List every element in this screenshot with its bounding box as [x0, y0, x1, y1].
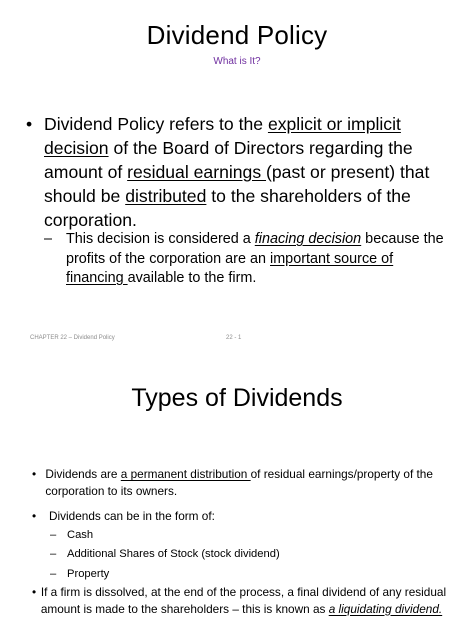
form-item-label: Property	[67, 568, 110, 580]
bullet-text	[41, 584, 462, 617]
text-run: of residual earnings/property of the corporation to its owners.	[45, 467, 433, 498]
bullet-mark: •	[26, 114, 33, 134]
slide-footer-chapter: CHAPTER 22 – Dividend Policy	[30, 335, 115, 341]
text-run: If a firm is dissolved, at the end of the process, a final dividend of any residual amount is made to the shareholders – this is known as	[40, 585, 447, 616]
text-run: This decision is considered a	[66, 231, 255, 247]
underlined-term: a permanent distribution	[120, 467, 251, 481]
text-run: Dividends are	[45, 467, 121, 481]
slide-title: Dividend Policy	[146, 20, 328, 50]
italic-term: a liquidating dividend.	[328, 601, 443, 616]
underlined-term: explicit or implicit decision	[44, 114, 401, 158]
text-run: available to the firm.	[127, 270, 257, 286]
slide-footer-page: 22 - 1	[226, 335, 242, 341]
sub-bullet-financing	[44, 230, 444, 289]
form-item	[50, 566, 430, 582]
bullet-text: Dividends can be in the form of:	[49, 509, 215, 523]
bullet-definition	[26, 112, 452, 232]
text-run: of the Board of Directors regarding the amount of	[44, 138, 413, 182]
form-item-label: Additional Shares of Stock (stock dividend)	[67, 548, 280, 560]
dash-mark: –	[44, 231, 53, 247]
bullet-mark: •	[32, 467, 37, 481]
bullet-liquidating-dividend	[32, 584, 462, 617]
text-run: Dividend Policy refers to the	[44, 114, 268, 134]
form-item-label: Cash	[67, 529, 94, 541]
slide-subtitle: What is It?	[213, 56, 261, 67]
dash-mark: –	[50, 568, 57, 580]
bullet-forms	[32, 508, 456, 525]
slide-title: Types of Dividends	[131, 384, 343, 412]
italic-term: finacing decision	[254, 231, 362, 247]
text-run: to the shareholders of the corporation.	[44, 186, 411, 230]
bullet-mark: •	[32, 509, 37, 523]
bullet-mark: •	[32, 585, 37, 599]
sub-bullet-text	[66, 230, 444, 289]
text-run: (past or present) that should be	[44, 162, 430, 206]
text-run: because the profits of the corporation are an	[66, 231, 444, 267]
dash-mark: –	[50, 548, 57, 560]
underlined-term: residual earnings	[127, 162, 267, 182]
form-item	[50, 527, 430, 543]
underlined-term: distributed	[125, 186, 207, 206]
dash-mark: –	[50, 529, 57, 541]
bullet-text	[44, 112, 452, 232]
bullet-permanent-distribution	[32, 466, 456, 499]
underlined-term: important source of financing	[66, 250, 394, 286]
bullet-text	[45, 466, 456, 499]
form-item	[50, 546, 430, 562]
